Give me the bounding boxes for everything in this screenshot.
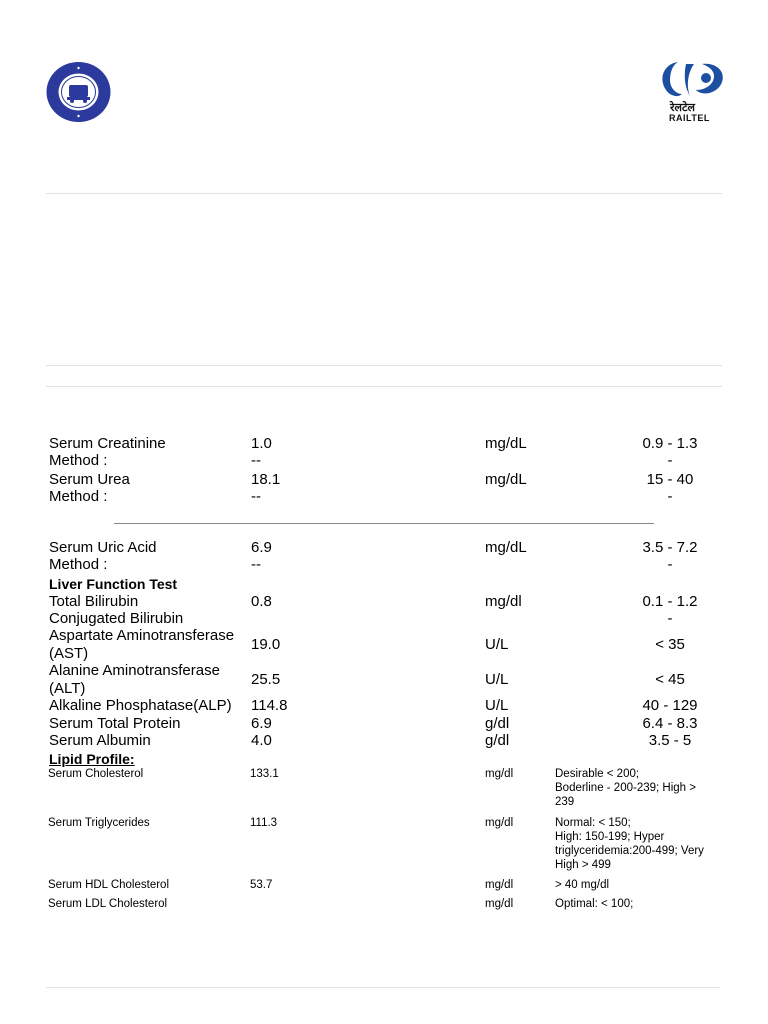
row-value: 18.1 [251,471,281,488]
row-ref: 0.9 - 1.3 [642,435,698,452]
row-name-cont: (ALT) [49,680,86,697]
section-separator [114,523,654,524]
row-unit: U/L [485,671,509,688]
row-unit: U/L [485,636,509,653]
row-name: Serum HDL Cholesterol [48,879,170,891]
row-ref: 3.5 - 7.2 [642,539,698,556]
row-unit: mg/dl [485,817,514,829]
row-name: Serum Triglycerides [48,817,150,829]
row-unit: mg/dL [485,435,527,452]
row-ref: 3.5 - 5 [648,732,692,749]
divider-2 [46,365,722,366]
row-name: Serum Total Protein [49,715,181,732]
row-value: 111.3 [250,817,278,829]
row-value: 19.0 [251,636,281,653]
row-name: Alkaline Phosphatase(ALP) [49,697,232,714]
row-unit: g/dl [485,732,510,749]
ref-line: 239 [555,796,575,808]
row-ref: 0.1 - 1.2 [642,593,698,610]
railtel-logo [656,58,726,124]
ref-line: High > 499 [555,859,611,871]
row-name: Serum Uric Acid [49,539,157,556]
railtel-text-en: RAILTEL [669,113,710,123]
divider-1 [46,193,722,194]
row-name: Method : [49,452,108,469]
row-ref: 40 - 129 [642,697,698,714]
row-ref: Optimal: < 100; [555,898,634,910]
row-unit: mg/dl [485,879,514,891]
row-ref: - [667,452,673,469]
row-unit: mg/dL [485,471,527,488]
row-unit: mg/dl [485,768,514,780]
row-ref [555,767,725,809]
row-name: Alanine Aminotransferase [49,662,220,679]
row-name: Method : [49,488,108,505]
row-name: Method : [49,556,108,573]
lipid-heading: Lipid Profile: [49,751,135,767]
row-value: 0.8 [251,593,272,610]
row-value: -- [251,556,261,573]
row-value: -- [251,488,261,505]
row-ref: < 45 [655,671,685,688]
row-name: Conjugated Bilirubin [49,610,184,627]
row-value: 1.0 [251,435,272,452]
ref-line: Desirable < 200; [555,768,640,780]
ref-line: Normal: < 150; [555,817,631,829]
row-ref: - [667,488,673,505]
row-name-cont: (AST) [49,645,89,662]
row-unit: mg/dl [485,898,514,910]
railtel-text-hi: रेलटेल [670,102,695,114]
divider-3 [46,386,722,387]
row-value: 6.9 [251,715,272,732]
row-ref [555,816,730,872]
row-name: Serum Urea [49,471,130,488]
ref-line: Boderline - 200-239; High > [555,782,696,794]
row-unit: mg/dl [485,593,522,610]
row-value: 25.5 [251,671,281,688]
indian-railways-logo [45,61,112,123]
row-ref: > 40 mg/dl [555,879,610,891]
row-ref: - [667,556,673,573]
row-value: 133.1 [250,768,279,780]
row-name: Total Bilirubin [49,593,139,610]
ref-line: High: 150-199; Hyper [555,831,665,843]
row-value: 53.7 [250,879,273,891]
row-unit: mg/dL [485,539,527,556]
row-name: Serum Albumin [49,732,151,749]
row-name: Serum Cholesterol [48,768,144,780]
row-value: 4.0 [251,732,272,749]
row-name: Serum LDL Cholesterol [48,898,168,910]
row-value: 114.8 [251,697,288,714]
row-value: -- [251,452,261,469]
ref-line: triglyceridemia:200-499; Very [555,845,704,857]
row-value: 6.9 [251,539,272,556]
divider-bottom [46,987,720,988]
row-name: Aspartate Aminotransferase [49,627,235,644]
row-ref: 15 - 40 [646,471,694,488]
row-ref: 6.4 - 8.3 [642,715,698,732]
row-ref: < 35 [655,636,685,653]
lft-heading: Liver Function Test [49,576,178,592]
row-unit: U/L [485,697,509,714]
row-name: Serum Creatinine [49,435,166,452]
row-unit: g/dl [485,715,510,732]
row-ref: - [667,610,673,627]
